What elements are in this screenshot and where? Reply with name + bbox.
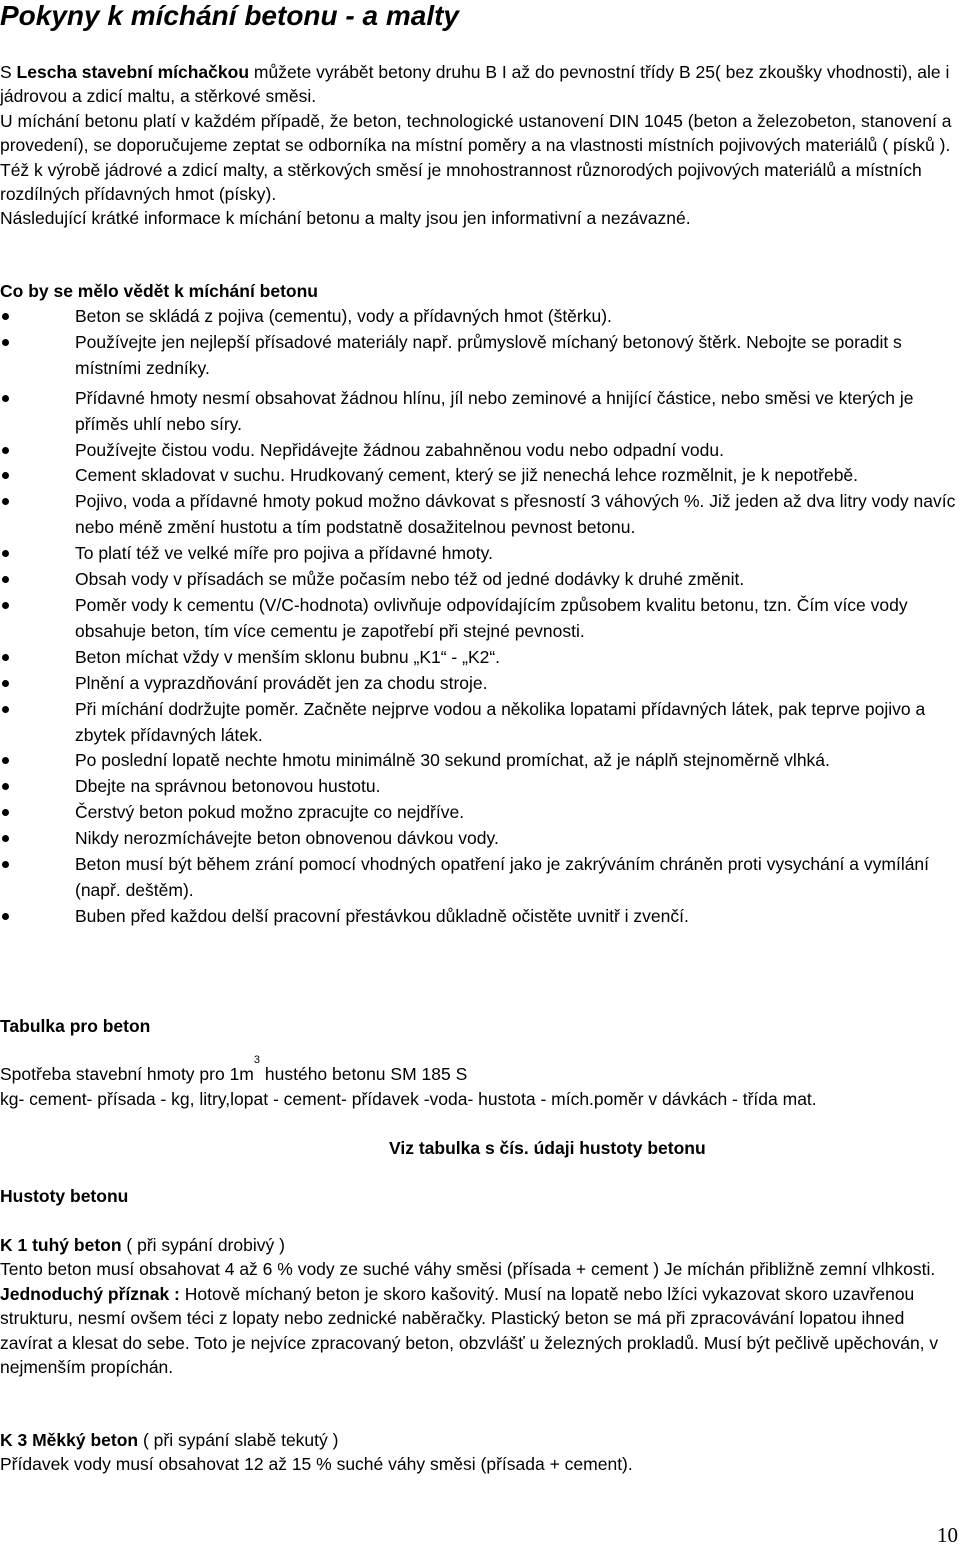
list-item: Při míchání dodržujte poměr. Začněte nejprve vodou a několika lopatami přídavných látek, pak teprve pojivo a zbytek přídavných látek. — [0, 697, 960, 749]
list-item: Obsah vody v přísadách se může počasím nebo též od jedné dodávky k druhé změnit. — [0, 567, 960, 593]
k1-text: Tento beton musí obsahovat 4 až 6 % vody ze suché váhy směsi (přísada + cement ) Je míchán přibližně zemní vlhkosti. — [0, 1259, 936, 1280]
list-item: Používejte čistou vodu. Nepřidávejte žádnou zabahněnou vodu nebo odpadní vodu. — [0, 438, 960, 464]
page-number: 10 — [937, 1523, 958, 1547]
list-item: Nikdy nerozmíchávejte beton obnovenou dávkou vody. — [0, 826, 960, 852]
product-name: Lescha stavební míchačkou — [16, 62, 250, 82]
k1-sign — [0, 1282, 960, 1380]
intro-paragraph-1 — [0, 60, 960, 109]
intro-prefix: S — [0, 62, 17, 82]
consumption-line — [0, 1054, 960, 1086]
mixing-instructions-list — [0, 304, 960, 930]
list-item: Beton se skládá z pojiva (cementu), vody a přídavných hmot (štěrku). — [0, 304, 960, 330]
table-heading: Tabulka pro beton — [0, 1016, 151, 1036]
k3-subtitle: ( při sypání slabě tekutý ) — [138, 1430, 339, 1450]
list-item: Dbejte na správnou betonovou hustotu. — [0, 774, 960, 800]
consumption-text: Spotřeba stavební hmoty pro 1m — [0, 1064, 254, 1084]
intro-paragraph-3: Následující krátké informace k míchání betonu a malty jsou jen informativní a nezávazné. — [0, 208, 691, 229]
see-table-note: Viz tabulka s čís. údaji hustoty betonu — [389, 1138, 706, 1158]
list-item: Poměr vody k cementu (V/C-hodnota) ovlivňuje odpovídajícím způsobem kvalitu betonu, tzn. Čím více vody obsahuje beton, tím více cementu je zapotřebí při stejné pevnosti. — [0, 593, 960, 645]
intro-paragraph-2: U míchání betonu platí v každém případě, že beton, technologické ustanovení DIN 1045 (beton a železobeton, stanovení a provedení), se doporučujeme zeptat se odborníka na místní poměry a na vlastnosti místních pojivových materiálů ( písků ). Též k výrobě jádrové a zdicí malty, a stěrkových směsí je mnohostrannost různorodých pojivových materiálů a místních rozdílných přídavných hmot (písky). — [0, 110, 952, 205]
list-item: Plnění a vyprazdňování provádět jen za chodu stroje. — [0, 671, 960, 697]
k1-section — [0, 1233, 960, 1379]
list-item: Cement skladovat v suchu. Hrudkovaný cement, který se již nenechá lehce rozmělnit, je k nepotřebě. — [0, 463, 960, 489]
list-item: Beton musí být během zrání pomocí vhodných opatření jako je zakrýváním chráněn proti vysychání a vymílání (např. deštěm). — [0, 852, 960, 904]
list-item: Přídavné hmoty nesmí obsahovat žádnou hlínu, jíl nebo zeminové a hnijící částice, nebo směsi ve kterých je příměs uhlí nebo síry. — [0, 386, 960, 438]
list-item: To platí též ve velké míře pro pojiva a přídavné hmoty. — [0, 541, 960, 567]
list-item: Pojivo, voda a přídavné hmoty pokud možno dávkovat s přesností 3 váhových %. Již jeden až dva litry vody navíc nebo méně změní hustotu a tím podstatně dosažitelnou pevnost betonu. — [0, 489, 960, 541]
k1-subtitle: ( při sypání drobivý ) — [121, 1235, 285, 1255]
list-item: Buben před každou delší pracovní přestávkou důkladně očistěte uvnitř i zvenčí. — [0, 904, 960, 930]
cubic-superscript: 3 — [253, 1054, 261, 1066]
density-heading: Hustoty betonu — [0, 1186, 129, 1206]
k1-sign-label: Jednoduchý příznak : — [0, 1283, 180, 1304]
k3-title: K 3 Měkký beton — [0, 1430, 139, 1450]
intro-rest: můžete vyrábět betony druhu B I až do pevnostní třídy B 25( bez zkoušky vhodnosti), ale i jádrovou a zdicí maltu, a stěrkové směsi. — [0, 62, 950, 107]
k1-sign-text: Hotově míchaný beton je skoro kašovitý. Musí na lopatě nebo lžíci vykazovat skoro uzavřenou strukturu, nesmí ovšem téci z lopaty nebo zednické naběračky. Plastický beton se má při zpracovávání lopatou ihned zavírat a klesat do sebe. Toto je nejvíce zpracovaný beton, obzvlášť u železných prokladů. Musí být pečlivě upěchován, v nejmenším propíchán. — [0, 1283, 939, 1378]
list-item: Čerstvý beton pokud možno zpracujte co nejdříve. — [0, 800, 960, 826]
list-item: Po poslední lopatě nechte hmotu minimálně 30 sekund promíchat, až je náplň stejnoměrně vlhká. — [0, 748, 960, 774]
list-item: Beton míchat vždy v menším sklonu bubnu „K1“ - „K2“. — [0, 645, 960, 671]
k3-text: Přídavek vody musí obsahovat 12 až 15 % suché váhy směsi (přísada + cement). — [0, 1454, 633, 1475]
units-line: kg- cement- přísada - kg, litry,lopat - cement- přídavek -voda- hustota - mích.poměr v dávkách - třída mat. — [0, 1089, 817, 1109]
consumption-rest: hustého betonu SM 185 S — [260, 1064, 468, 1084]
k1-heading — [0, 1233, 960, 1257]
page-title: Pokyny k míchání betonu - a malty — [0, 0, 460, 31]
k3-heading — [0, 1428, 960, 1452]
k1-title: K 1 tuhý beton — [0, 1235, 122, 1255]
k3-section — [0, 1428, 960, 1477]
list-item: Používejte jen nejlepší přísadové materiály např. průmyslově míchaný betonový štěrk. Nebojte se poradit s místními zedníky. — [0, 330, 960, 382]
mixing-heading: Co by se mělo vědět k míchání betonu — [0, 281, 318, 301]
intro-section — [0, 60, 960, 231]
